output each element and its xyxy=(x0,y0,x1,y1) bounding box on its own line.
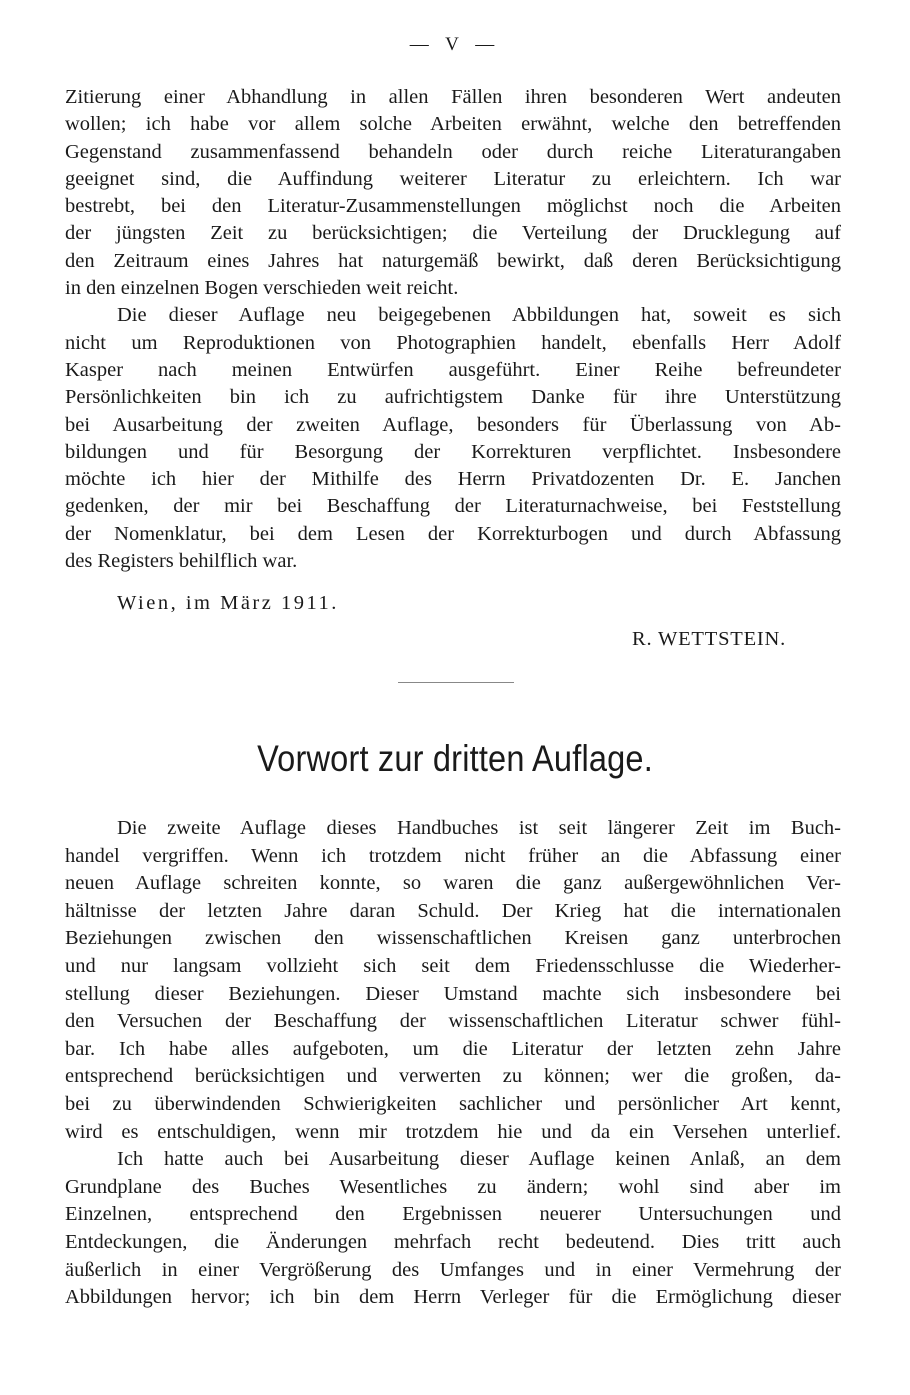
text-line: handel vergriffen. Wenn ich trotzdem nicht früher an die Abfassung einer xyxy=(65,844,841,867)
signature: R. WETTSTEIN. xyxy=(632,628,787,650)
text-line: den Versuchen der Beschaffung der wissenschaftlichen Literatur schwer fühl- xyxy=(65,1010,841,1033)
text-line: bestrebt, bei den Literatur-Zusammenstellungen möglichst noch die Arbeiten xyxy=(65,195,841,218)
text-line: möchte ich hier der Mithilfe des Herrn Privatdozenten Dr. E. Janchen xyxy=(65,468,841,491)
text-line: Zitierung einer Abhandlung in allen Fällen ihren besonderen Wert andeuten xyxy=(65,86,841,108)
section-heading: Vorwort zur dritten Auflage. xyxy=(257,738,653,779)
text-line: bei zu überwindenden Schwierigkeiten sachlicher und persönlicher Art kennt, xyxy=(65,1092,841,1115)
page-number: — V — xyxy=(409,34,501,55)
text-line: des Registers behilflich war. xyxy=(65,550,298,573)
text-line: stellung dieser Beziehungen. Dieser Umstand machte sich insbesondere bei xyxy=(65,982,841,1005)
text-line: Grundplane des Buches Wesentliches zu ändern; wohl sind aber im xyxy=(65,1175,841,1198)
text-line: Abbildungen hervor; ich bin dem Herrn Verleger für die Ermöglichung dieser xyxy=(65,1286,841,1309)
text-line: und nur langsam vollzieht sich seit dem Friedensschlusse die Wiederher- xyxy=(65,954,841,977)
third-edition-preface xyxy=(65,815,841,1312)
text-line: wollen; ich habe vor allem solche Arbeiten erwähnt, welche den betreffenden xyxy=(65,113,841,136)
text-line: wird es entschuldigen, wenn mir trotzdem hie und da ein Versehen unterlief. xyxy=(65,1120,841,1143)
text-line: Gegenstand zusammenfassend behandeln oder durch reiche Literaturangaben xyxy=(65,140,841,163)
text-line: Ich hatte auch bei Ausarbeitung dieser Auflage keinen Anlaß, an dem xyxy=(117,1148,841,1171)
text-line: Persönlichkeiten bin ich zu aufrichtigstem Danke für ihre Unterstützung xyxy=(65,386,841,409)
text-line: der Nomenklatur, bei dem Lesen der Korrekturbogen und durch Abfassung xyxy=(65,522,841,545)
text-line: nicht um Reproduktionen von Photographien handelt, ebenfalls Herr Adolf xyxy=(65,331,841,354)
text-line: Die zweite Auflage dieses Handbuches ist seit längerer Zeit im Buch- xyxy=(117,817,841,839)
section-divider xyxy=(398,682,514,683)
text-line: Beziehungen zwischen den wissenschaftlichen Kreisen ganz unterbrochen xyxy=(65,927,841,950)
text-line: äußerlich in einer Vergrößerung des Umfanges und in einer Vermehrung der xyxy=(65,1258,841,1281)
text-line: in den einzelnen Bogen verschieden weit reicht. xyxy=(65,277,459,300)
text-line: bar. Ich habe alles aufgeboten, um die Literatur der letzten zehn Jahre xyxy=(65,1037,841,1060)
text-line: hältnisse der letzten Jahre daran Schuld. Der Krieg hat die internationalen xyxy=(65,899,841,922)
text-line: Die dieser Auflage neu beigegebenen Abbildungen hat, soweit es sich xyxy=(117,304,841,327)
text-line: entsprechend berücksichtigen und verwerten zu können; wer die großen, da- xyxy=(65,1065,841,1088)
text-line: neuen Auflage schreiten konnte, so waren die ganz außergewöhnlichen Ver- xyxy=(65,872,841,895)
place-date: Wien, im März 1911. xyxy=(117,592,339,614)
text-line: den Zeitraum eines Jahres hat naturgemäß bewirkt, daß deren Berücksichtigung xyxy=(65,249,841,272)
text-line: bildungen und für Besorgung der Korrekturen verpflichtet. Insbesondere xyxy=(65,440,841,463)
text-line: Einzelnen, entsprechend den Ergebnissen neuerer Untersuchungen und xyxy=(65,1203,841,1226)
text-line: der jüngsten Zeit zu berücksichtigen; die Verteilung der Drucklegung auf xyxy=(65,222,841,245)
text-line: Kasper nach meinen Entwürfen ausgeführt. Einer Reihe befreundeter xyxy=(65,358,841,381)
text-line: Entdeckungen, die Änderungen mehrfach recht bedeutend. Dies tritt auch xyxy=(65,1230,841,1253)
preface-continuation xyxy=(65,84,841,575)
text-line: geeignet sind, die Auffindung weiterer Literatur zu erleichtern. Ich war xyxy=(65,167,841,190)
text-line: gedenken, der mir bei Beschaffung der Literaturnachweise, bei Feststellung xyxy=(65,495,841,518)
text-line: bei Ausarbeitung der zweiten Auflage, besonders für Überlassung von Ab- xyxy=(65,413,841,436)
